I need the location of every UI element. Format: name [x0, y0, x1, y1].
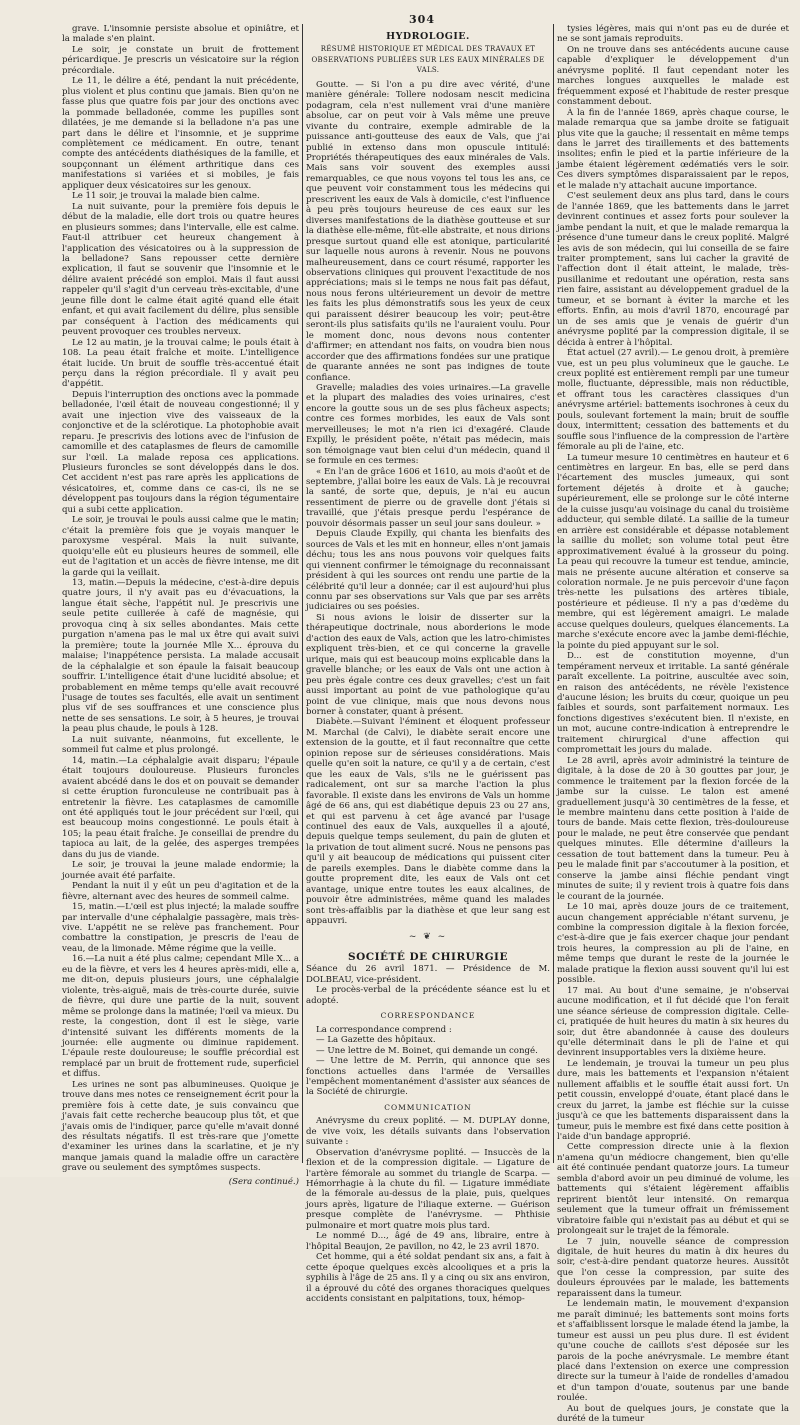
- paragraph: État actuel (27 avril).— Le genou droit, à première vue, est un peu plus volumineux que le gauche. Le creux poplité est entièrement rempli par une tumeur molle, fluctuante, dépressible, mais non réductible, et offrant tous les caractères classiques d'un anévrysme artériel: battements isochrones à ceux du pouls, soulevant fortement la main; bruit de souffle doux, intermittent; cessation des battements et du souffle sous l'influence de la compression de l'artère fémorale au pli de l'aine, etc.: [557, 348, 789, 453]
- paragraph: Le nommé D..., âgé de 49 ans, libraire, entre à l'hôpital Beaujon, 2e pavillon, no 42, le 23 avril 1870.: [306, 1231, 550, 1252]
- paragraph: Depuis l'interruption des onctions avec la pommade belladonée, l'œil était de nouveau congestionné; il y avait une injection vive des vaisseaux de la conjonctive et de la sclérotique. La photophobie avait reparu. Je prescrivis des lotions avec de l'infusion de camomille et des cataplasmes de fleurs de camomille sur l'œil. La malade reposa ces applications. Plusieurs furoncles se sont développés dans le dos. Cet accident n'est pas rare après les applications de vésicatoires, et, comme dans ce cas-ci, ils ne se développent pas toujours dans la région tégumentaire qui a subi cette application.: [62, 389, 299, 515]
- section-title-hydrologie: HYDROLOGIE.: [386, 31, 470, 42]
- paragraph: 13, matin.—Depuis la médecine, c'est-à-dire depuis quatre jours, il n'y avait pas eu d'évacuations, la langue était sèche, l'appétit nul. Je prescrivis une seule petite cuillerée à café de magnésie, qui provoqua cinq à six selles abondantes. Mais cette purgation n'amena pas le mal ux être qui avait suivi la première; toute la journée Mlle X... éprouva du malaise; l'inappétence persista. La malade accusait de la céphalalgie et son épaule la faisait beaucoup souffrir. L'intelligence était d'une lucidité absolue; et probablement en même temps qu'elle avait recouvré l'usage de toutes ses facultés, elle avait un sentiment plus vif de ses souffrances et une conscience plus nette de ses sensations. Le soir, à 5 heures, je trouvai la peau plus chaude, le pouls à 128.: [62, 578, 299, 735]
- correspondance-list: [306, 1025, 550, 1098]
- paragraph: — La Gazette des hôpitaux.: [316, 1035, 436, 1046]
- paragraph: grave. L'insomnie persiste absolue et opiniâtre, et la malade s'en plaint.: [62, 24, 299, 45]
- paragraph: Goutte. — Si l'on a pu dire avec vérité, d'une manière générale: Tollere nodosam nescit medicina podagram, cela n'est nullement vrai d'une manière absolue, car on peut voir à Vals même une preuve vivante du contraire, exemple admirable de la puissance anti-goutteuse des eaux de Vals, que j'ai publié in extenso dans mon opuscule intitulé: Propriétés thérapeutiques des eaux minérales de Vals. Mais sans voir souvent des exemples aussi remarquables, ce que nous voyons tel tous les ans, ce que peuvent voir constamment tous les médecins qui prescrivent les eaux de Vals à domicile, c'est l'influence à peu près toujours heureuse de ces eaux sur les diverses manifestations de la diathèse goutteuse et sur la diathèse elle-même, fût-elle abstraite, et nous dirions presque surtout quand elle est atonique, particularité sur laquelle nous aurons à revenir. Nous ne pouvons malheureusement, dans ce court résumé, rapporter les observations cliniques qui prouvent l'exactitude de nos appréciations; mais si le temps ne nous fait pas défaut, nous nous ferons ultérieurement un devoir de mettre les faits les plus démonstratifs sous les yeux de ceux qui paraissent désirer beaucoup les voir; peut-être seront-ils plus satisfaits qu'ils ne l'auraient voulu. Pour le moment donc, nous devons nous contenter d'affirmer; en attendant nos faits, on voudra bien nous accorder que des affirmations fondées sur une pratique de quarante années ne sont pas indignes de toute confiance.: [306, 79, 550, 383]
- paragraph: Le lendemain, je trouvai la tumeur un peu plus dure, mais les battements et l'expansion n'étaient nullement affaiblis et le souffle était aussi fort. Un petit coussin, enveloppé d'ouate, étant placé dans le creux du jarret, la jambe est fléchie sur la cuisse jusqu'à ce que les battements disparaissent dans la tumeur, puis le membre est fixé dans cette position à l'aide d'un bandage approprié.: [557, 1058, 789, 1143]
- paragraph: La nuit suivante, néanmoins, fut excellente, le sommeil fut calme et plus prolongé.: [62, 734, 299, 756]
- paragraph: — Une lettre de M. Boinet, qui demande un congé.: [316, 1045, 538, 1056]
- paragraph: Le 11, le délire a été, pendant la nuit précédente, plus violent et plus continu que jamais. Bien qu'on ne fasse plus que quatre fois par jour des onctions avec la pommade belladonée, comme les pupilles sont dilatées, je me demande si la belladone n'a pas une part dans le délire et l'insomnie, et je supprime complètement ce médicament. En outre, tenant compte des antécédents diathésiques de la famille, et soupçonnant un élément arthritique dans ces manifestations si variées et si mobiles, je fais appliquer deux vésicatoires sur les genoux.: [62, 76, 299, 191]
- paragraph: — Une lettre de M. Perrin, qui annonce que ses fonctions actuelles dans l'armée de Versailles l'empêchent momentanément d'assister aux séances de la Société de chirurgie.: [306, 1056, 550, 1098]
- middle-column: [306, 24, 550, 1305]
- communication-heading: COMMUNICATION: [384, 1102, 472, 1112]
- paragraph: C'est seulement deux ans plus tard, dans le cours de l'année 1869, que les battements dans le jarret devinrent continues et assez forts pour soulever la jambe pendant la nuit, et que le malade remarqua la présence d'une tumeur dans le creux poplité. Malgré les avis de son médecin, qui lui conseilla de se faire traiter promptement, sans lui cacher la gravité de l'affection dont il était atteint, le malade, très-pusillanime et redoutant une opération, resta sans rien faire, assistant au développement graduel de la tumeur, et se bornant à éviter la marche et les efforts. Enfin, au mois d'avril 1870, encouragé par un de ses amis que je venais de guérir d'un anévrysme poplité par la compression digitale, il se décida à entrer à l'hôpital.: [557, 191, 789, 348]
- section-subtitle: RÉSUMÉ HISTORIQUE ET MÉDICAL DES TRAVAUX ET OBSERVATIONS PUBLIÉES SUR LES EAUX MINÉRALES DE VALS.: [311, 45, 545, 75]
- column-divider: [302, 24, 303, 1163]
- column-divider: [553, 24, 554, 1163]
- paragraph: Observation d'anévrysme poplité. — Insuccès de la flexion et de la compression digitale. — Ligature de l'artère fémorale au sommet du triangle de Scarpa. — Hémorrhagie à la chute du fil. — Ligature immédiate de la fémorale au-dessus de la plaie, puis, quelques jours après, ligature de l'iliaque externe. — Guérison presque complète de l'anévrysme. — Phthisie pulmonaire et mort quatre mois plus tard.: [306, 1147, 550, 1231]
- paragraph: Le 11 soir, je trouvai la malade bien calme.: [72, 191, 260, 202]
- paragraph: Le 28 avril, après avoir administré la teinture de digitale, à la dose de 20 à 30 gouttes par jour, je commence le traitement par la flexion forcée de la jambe sur la cuisse. Le talon est amené graduellement jusqu'à 30 centimètres de la fesse, et le membre maintenu dans cette position à l'aide de tours de bande. Mais cette flexion, très-douloureuse pour le malade, ne peut être conservée que pendant quelques minutes. Elle détermine d'ailleurs la cessation de tout battement dans la tumeur. Peu à peu le malade finit par s'accoutumer à la position, et conserve la jambe ainsi fléchie pendant vingt minutes de suite; il y revient trois à quatre fois dans le courant de la journée.: [557, 755, 789, 902]
- society-title: SOCIÉTÉ DE CHIRURGIE: [348, 950, 508, 963]
- continuation-note: (Sera continué.): [228, 1176, 299, 1187]
- ornament-divider: ~ ❦ ~: [408, 931, 448, 942]
- paragraph: La correspondance comprend :: [316, 1024, 452, 1035]
- correspondance-heading: CORRESPONDANCE: [380, 1011, 476, 1021]
- paragraph: 15, matin.—L'œil est plus injecté; la malade souffre par intervalle d'une céphalalgie passagère, mais très-vive. L'appétit ne se relève pas franchement. Pour combattre la constipation, je prescris de l'eau de veau, de la limonade. Même régime que la veille.: [62, 902, 299, 954]
- left-column: [62, 24, 299, 1187]
- paragraph: D... est de constitution moyenne, d'un tempérament nerveux et irritable. La santé générale paraît excellente. La poitrine, auscultée avec soin, en raison des antécédents, ne révèle l'existence d'aucune lésion; les bruits du cœur, quoique un peu faibles et sourds, sont parfaitement normaux. Les fonctions digestives s'exécutent bien. Il n'existe, en un mot, aucune contre-indication à entreprendre le traitement chirurgical d'une affection qui compromettait les jours du malade.: [557, 651, 789, 756]
- paragraph: Si nous avions le loisir de disserter sur la thérapeutique doctrinale, nous aborderions le mode d'action des eaux de Vals, action que les latro-chimistes expliquent très-bien, et ce qui concerne la gravelle urique, mais qui est beaucoup moins explicable dans la gravelle blanche; or les eaux de Vals ont une action à peu près égale contre ces deux gravelles; c'est un fait aussi important au point de vue pathologique qu'au point de vue clinique, mais que nous devons nous borner à constater, quant à présent.: [306, 612, 550, 717]
- paragraph: 17 mai. Au bout d'une semaine, je n'observai aucune modification, et il fut décidé que l'on ferait une séance sérieuse de compression digitale. Celle-ci, pratiquée de huit heures du matin à six heures du soir, dut être abandonnée à cause des douleurs qu'elle déterminait dans le pli de l'aine et qui devinrent insupportables vers la dixième heure.: [557, 985, 789, 1059]
- paragraph: Le lendemain matin, le mouvement d'expansion me paraît diminué; les battements sont moins forts et s'affaiblissent lorsque le malade étend la jambe, la tumeur est aussi un peu plus dure. Il est évident qu'une couche de caillots s'est déposée sur les parois de la poche anévrysmale. Le membre étant placé dans l'extension on exerce une compression directe sur la tumeur à l'aide de rondelles d'amadou et d'un tampon d'ouate, soutenus par une bande roulée.: [557, 1299, 789, 1404]
- paragraph: La nuit suivante, pour la première fois depuis le début de la maladie, elle dort trois ou quatre heures en plusieurs sommes; dans l'intervalle, elle est calme. Faut-il attribuer cet heureux changement à l'application des vésicatoires ou à la suppression de la belladone? Sans repousser cette dernière explication, il faut se souvenir que l'insomnie et le délire avaient précédé son emploi. Mais il faut aussi rappeler qu'il s'agit d'un cerveau très-excitable, d'une jeune fille dont le calme était agité quand elle était enfant, et qui avait facilement du délire, plus sensible par conséquent à l'action des médicaments qui peuvent provoquer ces troubles nerveux.: [62, 201, 299, 338]
- page-number: 304: [409, 13, 435, 26]
- paragraph: Le soir, je constate un bruit de frottement péricardique. Je prescris un vésicatoire sur la région précordiale.: [62, 44, 299, 76]
- paragraph: Anévrysme du creux poplité. — M. DUPLAY donne, de vive voix, les détails suivants dans l'observation suivante :: [306, 1116, 550, 1148]
- paragraph: Diabète.—Suivant l'éminent et éloquent professeur M. Marchal (de Calvi), le diabète serait encore une extension de la goutte, et il faut reconnaître que cette opinion repose sur de sérieuses considérations. Mais quelle qu'en soit la nature, ce qu'il y a de certain, c'est que les eaux de Vals, s'ils ne le guérissent pas radicalement, ont sur sa marche l'action la plus favorable. Il existe dans les environs de Vals un homme âgé de 66 ans, qui est diabétique depuis 23 ou 27 ans, et qui est parvenu à cet âge avancé par l'usage continuel des eaux de Vals, auxquelles il a ajouté, depuis quelque temps seulement, du pain de gluten et la privation de tout aliment sucré. Nous ne pensons pas qu'il y ait beaucoup de médications qui puissent citer de pareils exemples. Dans le diabète comme dans la goutte proprement dite, les eaux de Vals ont cet avantage, unique entre toutes les eaux alcalines, de pouvoir être administrées, même quand les malades sont très-affaiblis par la diathèse et que leur sang est appauvri.: [306, 717, 550, 927]
- paragraph: tysies légères, mais qui n'ont pas eu de durée et ne se sont jamais reproduits.: [557, 24, 789, 45]
- paragraph: On ne trouve dans ses antécédents aucune cause capable d'expliquer le développement d'un anévrysme poplité. Il faut cependant noter les marches longues auxquelles le malade est fréquemment exposé et l'habitude de rester presque constamment debout.: [557, 44, 789, 108]
- communication-text: [306, 1116, 550, 1304]
- right-column: [557, 24, 789, 1425]
- paragraph: 14, matin.—La céphalalgie avait disparu; l'épaule était toujours douloureuse. Plusieurs furoncles avaient abcédé dans le dos et on pouvait se demander si cette éruption furonculeuse ne contribuait pas à entretenir la fièvre. Les cataplasmes de camomille ont été appliqués tout le jour précédent sur l'œil, qui est beaucoup moins congestionné. Le pouls était à 105; la peau était fraîche. Je conseillai de prendre du tapioca au lait, de la gelée, des asperges trempées dans du jus de viande.: [62, 755, 299, 860]
- paragraph: Pendant la nuit il y eût un peu d'agitation et de la fièvre, alternant avec des heures de sommeil calme.: [62, 881, 299, 902]
- paragraph: Le 7 juin, nouvelle séance de compression digitale, de huit heures du matin à dix heures du soir, c'est-à-dire pendant quatorze heures. Aussitôt que l'on cesse la compression, par suite des douleurs éprouvées par le malade, les battements reparaissent dans la tumeur.: [557, 1236, 789, 1299]
- paragraph: La tumeur mesure 10 centimètres en hauteur et 6 centimètres en largeur. En bas, elle se perd dans l'écartement des muscles jumeaux, qui sont fortement déjetés à droite et à gauche; supérieurement, elle se prolonge sur le côté interne de la cuisse jusqu'au voisinage du canal du troisième adducteur, qui semble dilaté. La saillie de la tumeur en arrière est considérable et dépasse notablement la saillie du mollet; son volume total peut être approximativement évalué à la grosseur du poing. La peau qui recouvre la tumeur est tendue, amincie, mais ne présente aucune altération et conserve sa coloration normale. Je ne puis percevoir d'une façon très-nette les pulsations des artères tibiale, postérieure et pédieuse. Il n'y a pas d'œdème du membre, qui est légèrement amaigri. Le malade accuse quelques douleurs, quelques élancements. La marche s'exécute encore avec la jambe demi-fléchie, la pointe du pied appuyant sur le sol.: [557, 452, 789, 651]
- page-header: [62, 8, 782, 26]
- paragraph: Les urines ne sont pas albumineuses. Quoique je trouve dans mes notes ce renseignement écrit pour la première fois à cette date, je suis convaincu que j'avais fait cette recherche beaucoup plus tôt, et que j'avais omis de l'indiquer, parce qu'elle m'avait donné des résultats négatifs. Il est très-rare que j'omette d'examiner les urines dans la scarlatine, et je n'y manque jamais quand la maladie offre un caractère grave ou seulement des symptômes suspects.: [62, 1079, 299, 1174]
- paragraph: « En l'an de grâce 1606 et 1610, au mois d'août et de septembre, j'allai boire les eaux de Vals. Là je recouvrai la santé, de sorte que, depuis, je n'ai eu aucun ressentiment de pierre ou de gravelle dont j'étais si travaillé, que j'étais presque perdu l'espérance de pouvoir désormais passer un seul jour sans douleur. »: [306, 466, 550, 529]
- paragraph: 16.—La nuit a été plus calme; cependant Mlle X... a eu de la fièvre, et vers les 4 heures après-midi, elle a, me dit-on, depuis plusieurs jours, une céphalalgie violente, très-aiguë, mais de très-courte durée, suivie de fièvre, qui dure une partie de la nuit, souvent même se prolonge dans la matinée; l'œil va mieux. Du reste, la congestion, dont il est le siège, varie d'intensité suivant les différents moments de la journée: elle augmente ou diminue rapidement. L'épaule reste douloureuse; le souffle précordial est remplacé par un bruit de frottement rude, superficiel et diffus.: [62, 954, 299, 1080]
- paragraph: Le soir, je trouvai la jeune malade endormie; la journée avait été parfaite.: [62, 860, 299, 881]
- paragraph: À la fin de l'année 1869, après chaque course, le malade remarqua que sa jambe droite se fatiguait plus vite que la gauche; il ressentait en même temps dans le jarret des tiraillements et des battements insolites; enfin le pied et la partie inférieure de la jambe étaient légèrement œdématiés vers le soir. Ces divers symptômes disparaissaient par le repos, et le malade n'y attachait aucune importance.: [557, 107, 789, 191]
- paragraph: Le 12 au matin, je la trouvai calme; le pouls était à 108. La peau était fraîche et moite. L'intelligence était lucide. Un bruit de souffle très-accentué était perçu dans la région précordiale. Il y avait peu d'appétit.: [62, 337, 299, 390]
- paragraph: Cette compression directe unie à la flexion n'amena qu'un médiocre changement, bien qu'elle ait été continuée pendant quatorze jours. La tumeur sembla d'abord avoir un peu diminué de volume, les battements qui s'étaient légèrement affaiblis reprirent bientôt leur intensité. On remarqua seulement que la tumeur offrait un frémissement vibratoire faible qui n'existait pas au début et qui se prolongeait sur le trajet de la fémorale.: [557, 1142, 789, 1237]
- paragraph: Le 10 mai, après douze jours de ce traitement, aucun changement appréciable n'étant survenu, je combine la compression digitale à la flexion forcée, c'est-à-dire que je fais exercer chaque jour pendant trois heures, la compression au pli de l'aine, en même temps que durant le reste de la journée le malade pratique la flexion aussi souvent qu'il lui est possible.: [557, 902, 789, 986]
- paragraph: Gravelle; maladies des voies urinaires.—La gravelle et la plupart des maladies des voies urinaires, c'est encore la goutte sous un de ses plus fâcheux aspects; contre ces formes morbides, les eaux de Vals sont merveilleuses; le mot n'a rien ici d'exagéré. Claude Expilly, le président poëte, n'était pas médecin, mais son témoignage vaut bien celui d'un médecin, quand il se formule en ces termes:: [306, 382, 550, 467]
- hydrologie-text: [306, 80, 550, 927]
- paragraph: Cet homme, qui a été soldat pendant six ans, a fait à cette époque quelques excès alcooliques et a pris la syphilis à l'âge de 25 ans. Il y a cinq ou six ans environ, il a éprouvé du côté des organes thoraciques quelques accidents consistant en palpitations, toux, hémop-: [306, 1252, 550, 1305]
- session-line: Séance du 26 avril 1871. — Présidence de M. DOLBEAU, vice-président.: [306, 964, 550, 985]
- paragraph: Le soir, je trouvai le pouls aussi calme que le matin; c'était la première fois que je voyais manquer le paroxysme vespéral. Mais la nuit suivante, quoiqu'elle eût eu plusieurs heures de sommeil, elle eut de l'agitation et un accès de fièvre intense, me dit la garde qui la veillait.: [62, 515, 299, 578]
- minutes-line: Le procès-verbal de la précédente séance est lu et adopté.: [306, 985, 550, 1006]
- paragraph: Au bout de quelques jours, je constate que la durété de la tumeur: [557, 1403, 789, 1425]
- paragraph: Depuis Claude Expilly, qui chanta les bienfaits des sources de Vals et les mit en honneur, elles n'ont jamais déchu; tous les ans nous pouvons voir quelques faits qui viennent confirmer le témoignage du reconnaissant président à qui les sources ont rendu une partie de la célébrité qu'il leur a donnée; car il est aujourd'hui plus connu par ses observations sur Vals que par ses arrêts judiciaires ou ses poésies.: [306, 529, 550, 613]
